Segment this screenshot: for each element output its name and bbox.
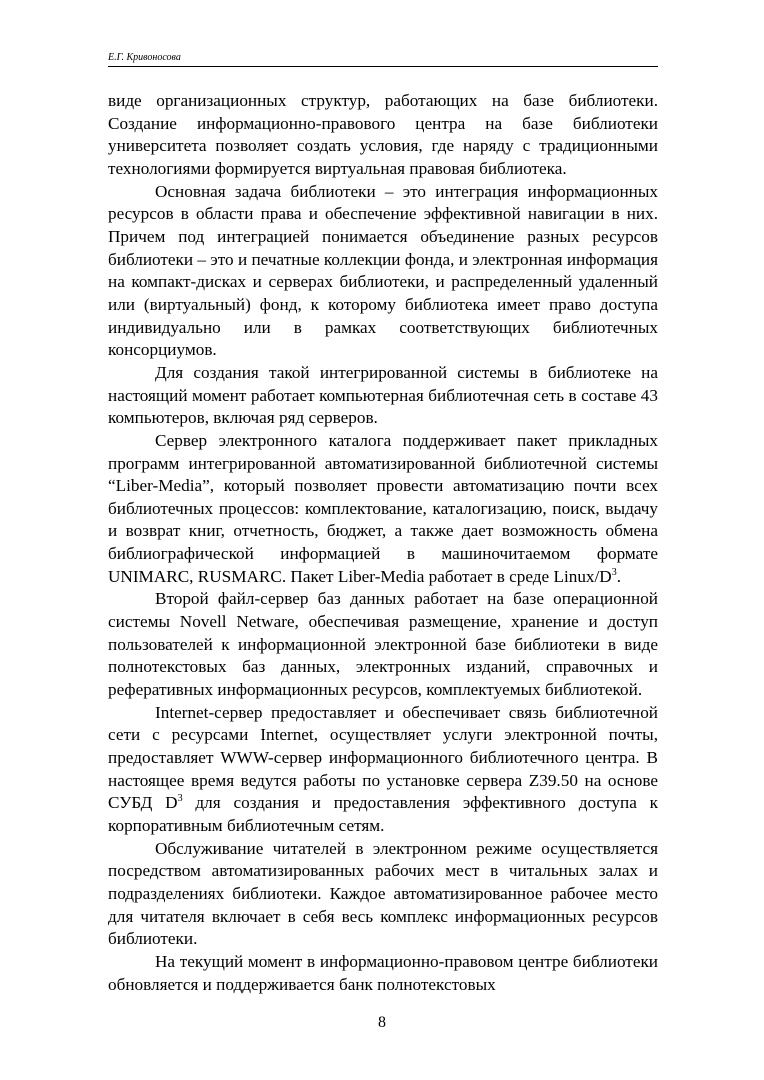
- paragraph-main-task: Основная задача библиотеки – это интеграция информационных ресурсов в области права и обеспечение эффективной навигации в них. Причем под интеграцией понимается объединение разных ресурсов библиотеки – это и печатные коллекции фонда, и электронная информация на компакт-дисках и серверах библиотеки, и распределенный удаленный или (виртуальный) фонд, к которому библиотека имеет право доступа индивидуально или в рамках соответствующих библиотечных консорциумов.: [108, 181, 658, 360]
- paragraph-internet-server: [108, 702, 658, 838]
- paragraph-internet-server-text: Internet-сервер предоставляет и обеспечивает связь библиотечной сети с ресурсами Internet, осуществляет услуги электронной почты, предоставляет WWW-сервер информационного библиотечного центра. В настоящее время ведутся работы по установке сервера Z39.50 на основе СУБД D: [108, 702, 658, 813]
- body-text: [108, 90, 658, 996]
- paragraph-catalog-server: [108, 430, 658, 589]
- paragraph-catalog-server-text: Сервер электронного каталога поддерживает пакет прикладных программ интегрированной автоматизированной библиотечной системы “Liber-Media”, который позволяет провести автоматизацию почти всех библиотечных процессов: комплектование, каталогизацию, поиск, выдачу и возврат книг, отчетность, бюджет, а также дает возможность обмена библиографической информацией в машиночитаемом формате UNIMARC, RUSMARC. Пакет Liber-Media работает в среде Linux/D: [108, 430, 658, 586]
- paragraph-current-moment: На текущий момент в информационно-правовом центре библиотеки обновляется и поддерживается банк полнотекстовых: [108, 951, 658, 994]
- paragraph-internet-server-end: для создания и предоставления эффективного доступа к корпоративным библиотечным сетям.: [108, 793, 658, 835]
- paragraph-continuation: виде организационных структур, работающих на базе библиотеки. Создание информационно-правового центра на базе библиотеки университета позволяет создать условия, где наряду с традиционными технологиями формируется виртуальная правовая библиотека.: [108, 91, 658, 178]
- superscript-3: 3: [177, 793, 183, 805]
- paragraph-network: Для создания такой интегрированной системы в библиотеке на настоящий момент работает компьютерная библиотечная сеть в составе 43 компьютеров, включая ряд серверов.: [108, 362, 658, 428]
- superscript-3: 3: [611, 566, 617, 578]
- paragraph-reader-service: Обслуживание читателей в электронном режиме осуществляется посредством автоматизированных рабочих мест в читальных залах и подразделениях библиотеки. Каждое автоматизированное рабочее место для читателя включает в себя весь комплекс информационных ресурсов библиотеки.: [108, 838, 658, 949]
- paragraph-catalog-server-end: .: [616, 566, 621, 586]
- header-rule: [108, 66, 658, 67]
- paragraph-file-server: Второй файл-сервер баз данных работает на базе операционной системы Novell Netware, обеспечивая размещение, хранение и доступ пользователей к информационной электронной базе библиотеки в виде полнотекстовых баз данных, электронных изданий, справочных и реферативных информационных ресурсов, комплектуемых библиотекой.: [108, 589, 658, 700]
- page-number: 8: [378, 1014, 386, 1031]
- running-header-author: Е.Г. Кривоносова: [108, 52, 181, 63]
